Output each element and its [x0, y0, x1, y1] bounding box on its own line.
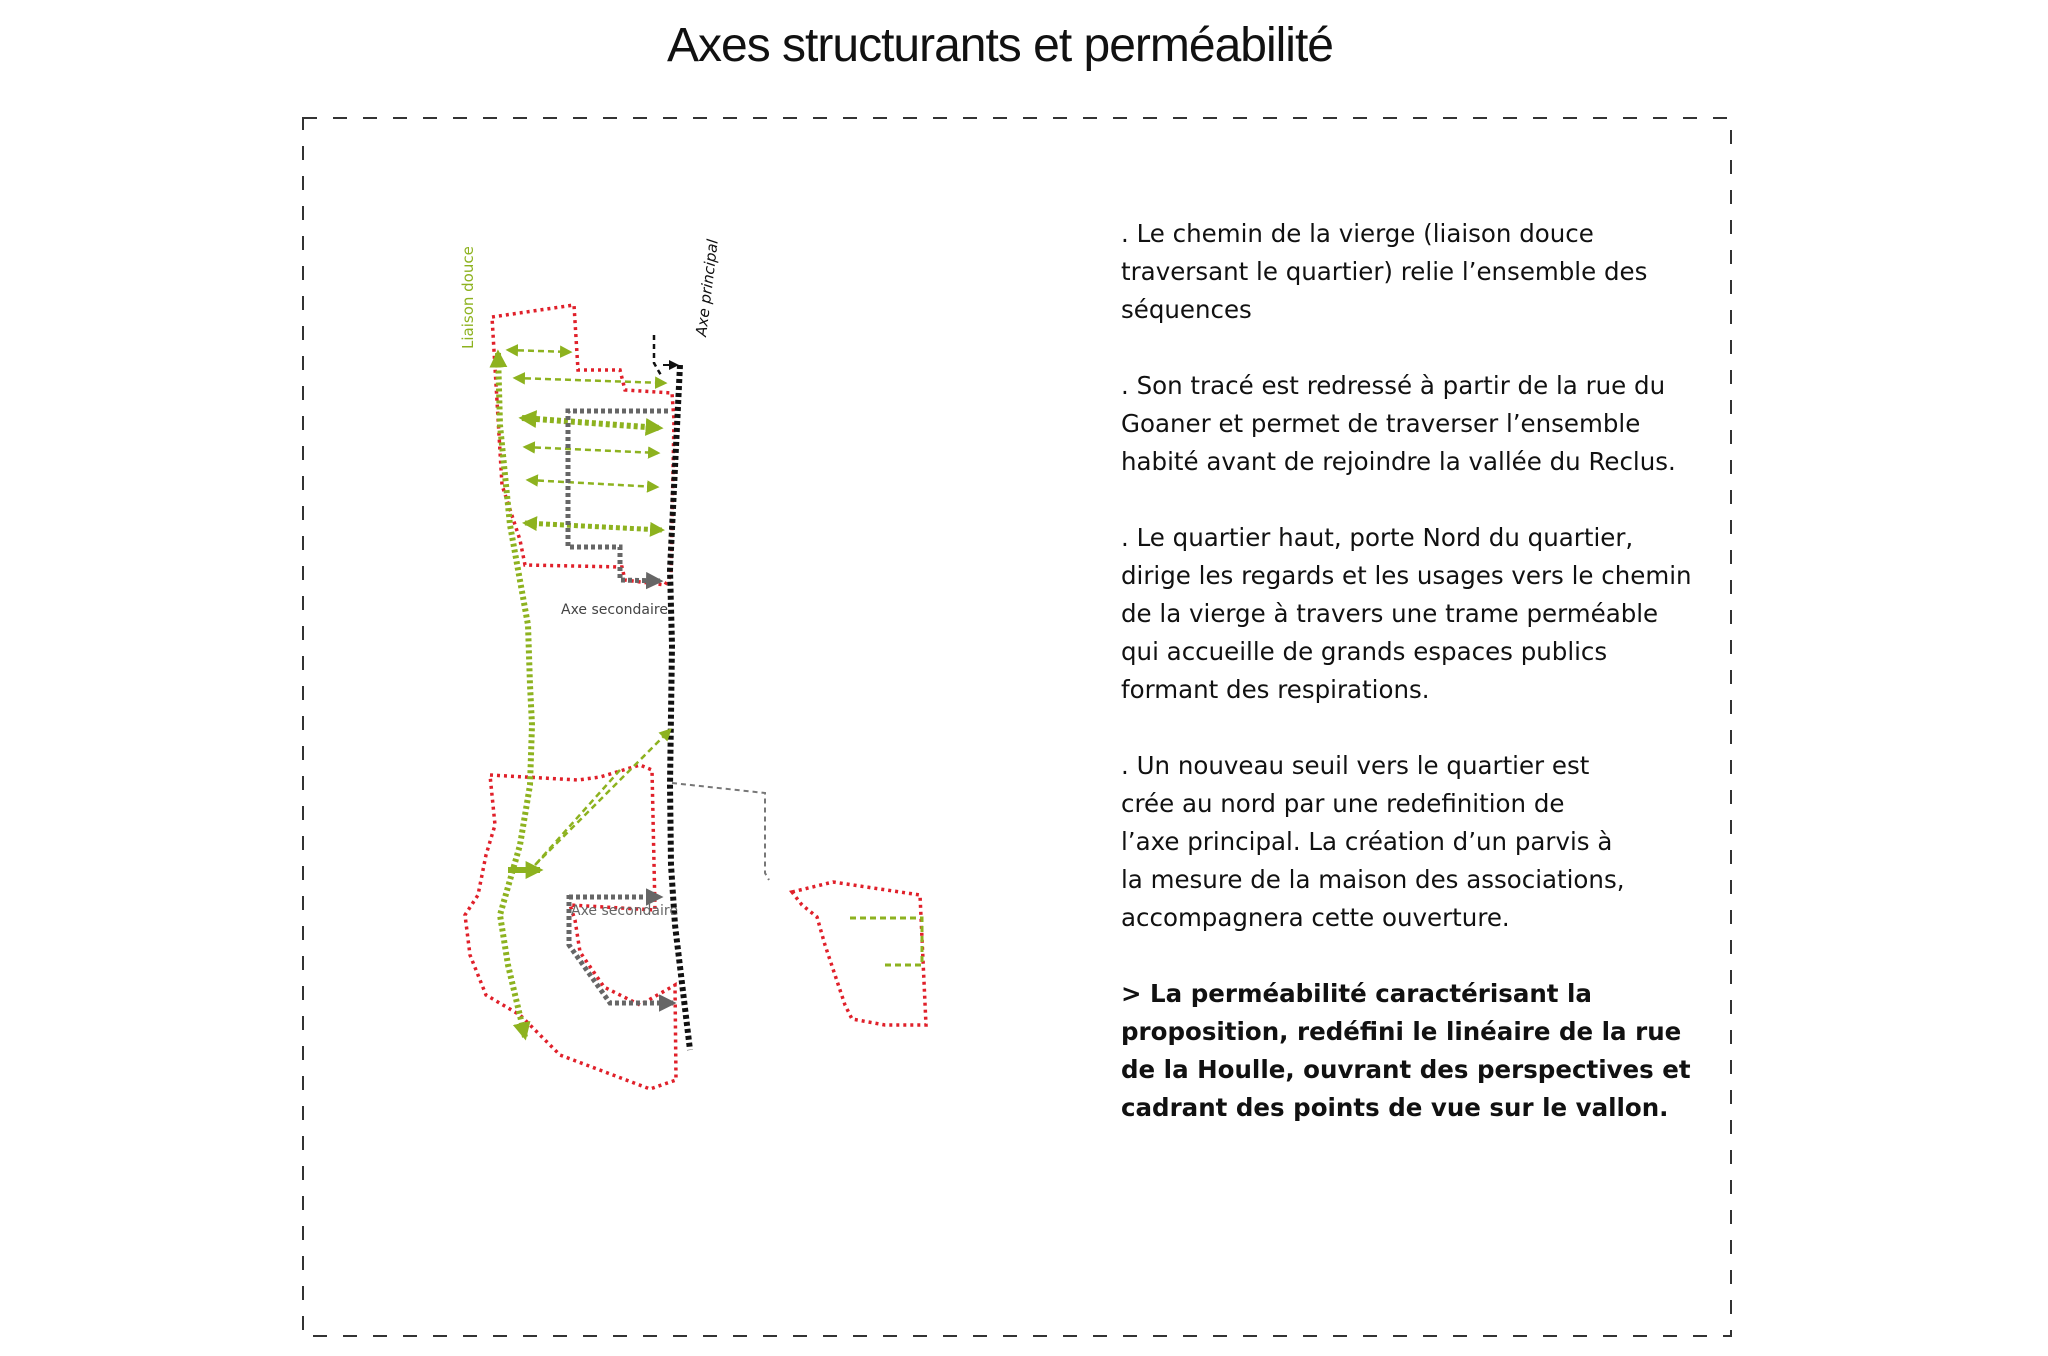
paragraph-conclusion: > La perméabilité caractérisant la proposition, redéfini le linéaire de la rue de la Houlle, ouvrant des perspectives et cadrant des points de vue sur le vallon.: [1121, 979, 1691, 1122]
paragraph-3: . Le quartier haut, porte Nord du quartier, dirige les regards et les usages vers le chemin de la vierge à travers une trame perméable qui accueille de grands espaces publics formant des respirations.: [1121, 523, 1692, 704]
paragraph-4: . Un nouveau seuil vers le quartier est crée au nord par une redefinition de l’axe principal. La création d’un parvis à la mesure de la maison des associations, accompagnera cette ouverture.: [1121, 751, 1625, 932]
axe-secondaire-label-top: Axe secondaire: [561, 602, 668, 618]
perimeter-north: [492, 305, 674, 585]
perimeter-red: [465, 305, 926, 1089]
liaison-douce: [498, 350, 922, 1037]
axe-secondaire-label-bottom: Axe secondaire: [571, 903, 678, 919]
paragraph-2: . Son tracé est redressé à partir de la rue du Goaner et permet de traverser l’ensemble habité avant de rejoindre la vallée du Reclus.: [1121, 371, 1676, 476]
page-title: Axes structurants et perméabilité: [667, 19, 1333, 72]
liaison-douce-label: Liaison douce: [459, 246, 477, 349]
description-panel: [1121, 215, 1741, 1165]
site-diagram: [440, 225, 1000, 1105]
paragraph-1: . Le chemin de la vierge (liaison douce traversant le quartier) relie l’ensemble des séquences: [1121, 219, 1648, 324]
perimeter-east: [792, 882, 926, 1025]
axe-principal: [654, 335, 769, 1050]
axe-principal-label: Axe principal: [692, 238, 722, 338]
